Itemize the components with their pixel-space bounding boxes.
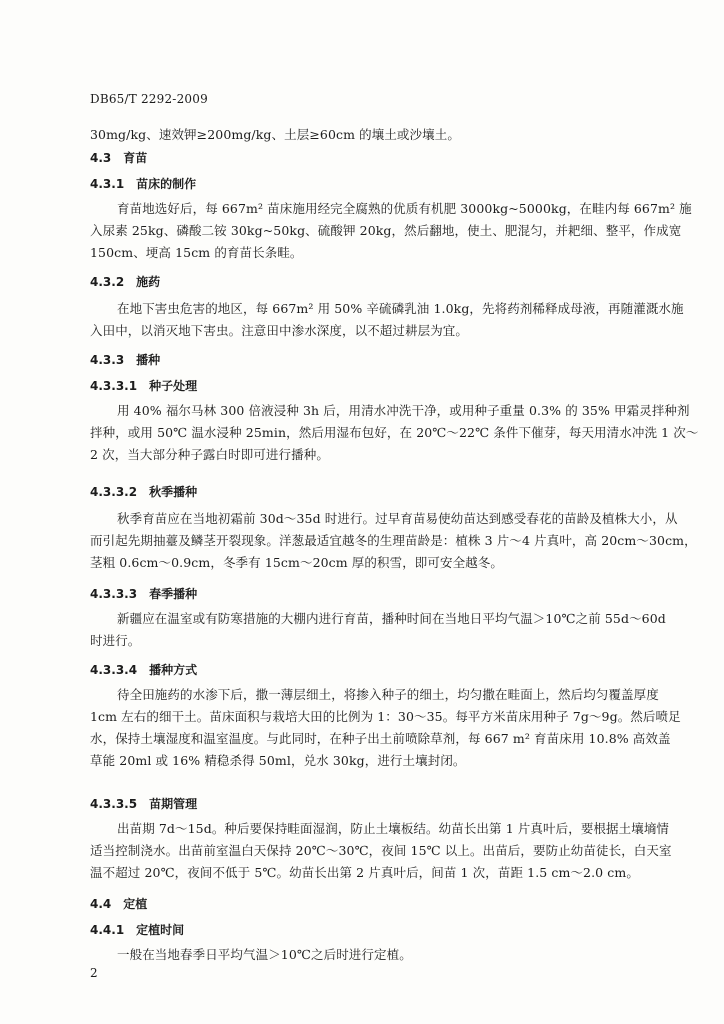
section-heading <box>90 660 658 680</box>
paragraph-line: 拌种，或用 50℃ 温水浸种 25min，然后用湿布包好，在 20℃～22℃ 条件下催芽，每天用清水冲洗 1 次～ <box>90 425 699 440</box>
section-title: 播种 <box>136 353 161 367</box>
paragraph <box>90 298 684 342</box>
paragraph-line: 新疆应在温室或有防寒措施的大棚内进行育苗，播种时间在当地日平均气温＞10℃之前 55d～60d <box>117 611 666 626</box>
paragraph <box>90 124 658 146</box>
section-heading <box>90 174 658 194</box>
section-title: 播种方式 <box>149 663 198 677</box>
section-number: 4.4.1 <box>90 923 125 937</box>
paragraph-line: 待全田施药的水渗下后，撒一薄层细土，将掺入种子的细土，均匀撒在畦面上，然后均匀覆盖厚度 <box>117 687 659 702</box>
section-heading <box>90 350 658 370</box>
paragraph-line: 育苗地选好后，每 667m² 苗床施用经完全腐熟的优质有机肥 3000kg~5000kg，在畦内每 667m² 施 <box>117 201 692 216</box>
paragraph-line: 用 40% 福尔马林 300 倍液浸种 3h 后，用清水冲洗干净，或用种子重量 0.3% 的 35% 甲霜灵拌种剂 <box>117 403 690 418</box>
paragraph <box>90 944 658 966</box>
paragraph-line: 出苗期 7d～15d。种后要保持畦面湿润，防止土壤板结。幼苗长出第 1 片真叶后，要根据土壤墒情 <box>117 821 670 836</box>
paragraph <box>90 608 666 652</box>
paragraph-line: 秋季育苗应在当地初霜前 30d～35d 时进行。过早育苗易使幼苗达到感受春花的苗龄及植株大小，从 <box>117 511 678 526</box>
section-heading <box>90 584 658 604</box>
paragraph <box>90 508 697 574</box>
paragraph-line: 30mg/kg、速效钾≥200mg/kg、土层≥60cm 的壤土或沙壤土。 <box>90 127 460 142</box>
paragraph-line: 1cm 左右的细干土。苗床面积与栽培大田的比例为 1：30～35。每平方米苗床用种子 7g～9g。然后喷足 <box>90 709 681 724</box>
section-number: 4.3.3 <box>90 353 125 367</box>
section-number: 4.3.3.2 <box>90 485 138 499</box>
section-heading <box>90 376 658 396</box>
paragraph-line: 在地下害虫危害的地区，每 667m² 用 50% 辛硫磷乳油 1.0kg，先将药剂稀释成母液，再随灌溉水施 <box>117 301 684 316</box>
paragraph-line: 入田中，以消灭地下害虫。注意田中渗水深度，以不超过耕层为宜。 <box>90 323 469 338</box>
section-number: 4.3.1 <box>90 177 125 191</box>
paragraph <box>90 400 699 466</box>
paragraph <box>90 198 692 264</box>
section-title: 定植时间 <box>136 923 185 937</box>
section-number: 4.3.3.1 <box>90 379 138 393</box>
section-title: 施药 <box>136 275 161 289</box>
paragraph-line: 适当控制浇水。出苗前室温白天保持 20℃～30℃，夜间 15℃ 以上。出苗后，要防止幼苗徒长，白天室 <box>90 843 672 858</box>
section-heading <box>90 794 658 814</box>
standard-code: DB65/T 2292-2009 <box>90 92 208 106</box>
section-number: 4.3 <box>90 151 112 165</box>
section-number: 4.4 <box>90 897 112 911</box>
section-number: 4.3.3.3 <box>90 587 138 601</box>
section-heading <box>90 272 658 292</box>
paragraph-line: 150cm、埂高 15cm 的育苗长条畦。 <box>90 245 303 260</box>
section-number: 4.3.3.5 <box>90 797 138 811</box>
paragraph-line: 草能 20ml 或 16% 精稳杀得 50ml，兑水 30kg，进行土壤封闭。 <box>90 753 466 768</box>
section-heading <box>90 482 658 502</box>
section-title: 种子处理 <box>149 379 198 393</box>
paragraph-line: 一般在当地春季日平均气温＞10℃之后时进行定植。 <box>117 947 412 962</box>
section-heading <box>90 148 658 168</box>
paragraph-line: 2 次，当大部分种子露白时即可进行播种。 <box>90 447 329 462</box>
paragraph-line: 温不超过 20℃，夜间不低于 5℃。幼苗长出第 2 片真叶后，间苗 1 次，苗距 1.5 cm～2.0 cm。 <box>90 865 639 880</box>
section-heading <box>90 920 658 940</box>
section-number: 4.3.2 <box>90 275 125 289</box>
paragraph-line: 时进行。 <box>90 633 141 648</box>
paragraph <box>90 684 681 772</box>
section-title: 苗期管理 <box>149 797 198 811</box>
paragraph-line: 茎粗 0.6cm～0.9cm，冬季有 15cm～20cm 厚的积雪，即可安全越冬。 <box>90 555 504 570</box>
paragraph-line: 入尿素 25kg、磷酸二铵 30kg~50kg、硫酸钾 20kg，然后翻地，使土、肥混匀，并耙细、整平，作成宽 <box>90 223 682 238</box>
paragraph-line: 水，保持土壤湿度和温室温度。与此同时，在种子出土前喷除草剂，每 667 m² 育苗床用 10.8% 高效盖 <box>90 731 671 746</box>
section-heading <box>90 894 658 914</box>
page-number: 2 <box>90 966 98 980</box>
section-title: 定植 <box>123 897 148 911</box>
section-title: 育苗 <box>123 151 148 165</box>
section-number: 4.3.3.4 <box>90 663 138 677</box>
section-title: 春季播种 <box>149 587 198 601</box>
paragraph-line: 而引起先期抽薹及鳞茎开裂现象。洋葱最适宜越冬的生理苗龄是：植株 3 片～4 片真叶，高 20cm～30cm， <box>90 533 697 548</box>
section-title: 秋季播种 <box>149 485 198 499</box>
section-title: 苗床的制作 <box>136 177 197 191</box>
paragraph <box>90 818 672 884</box>
